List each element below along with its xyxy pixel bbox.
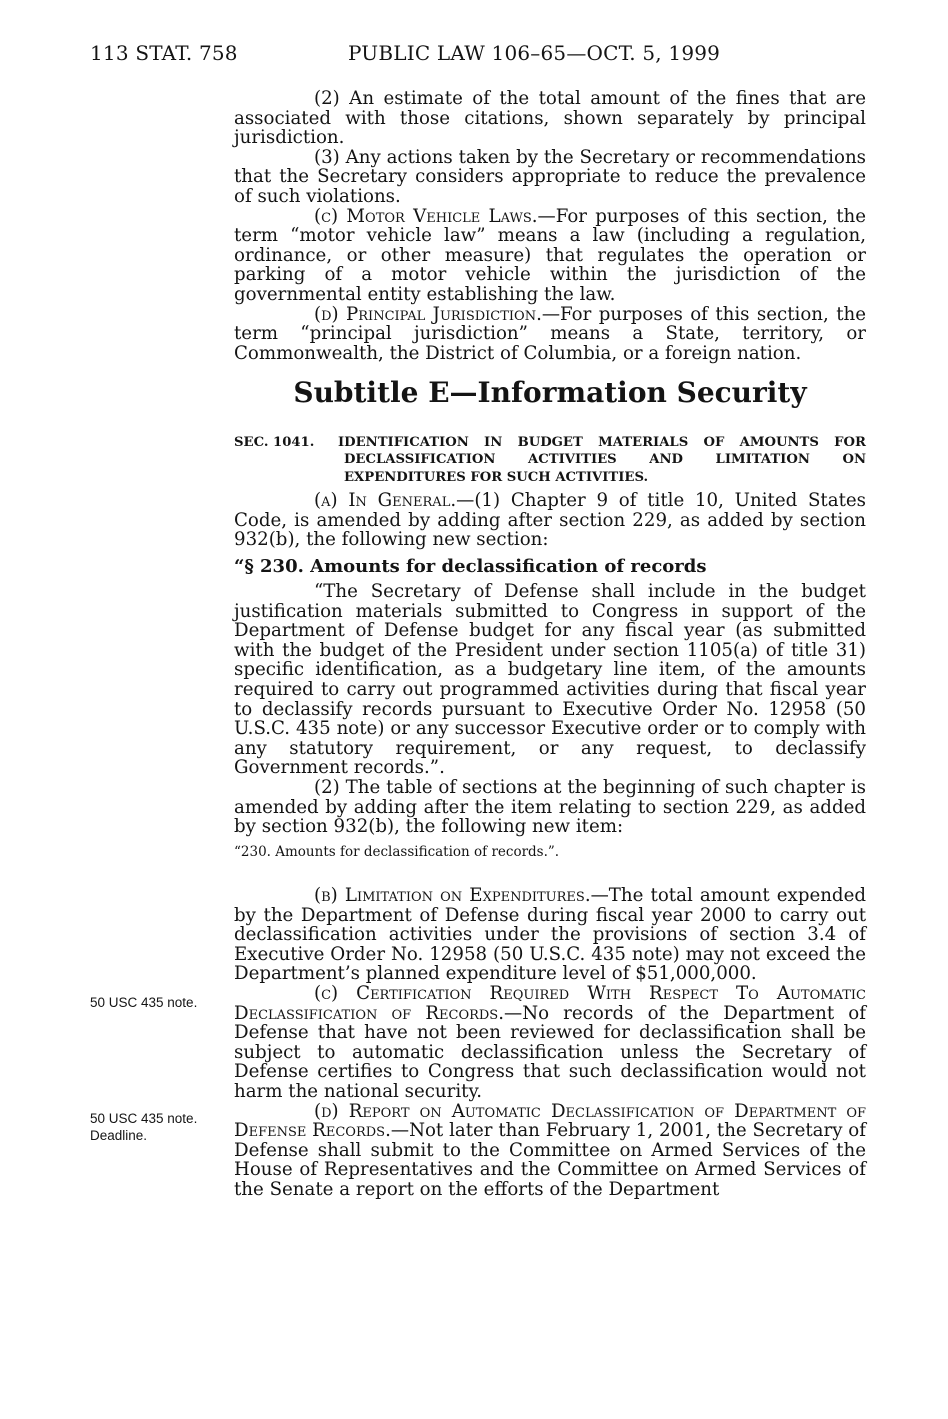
subsection-c-motor-vehicle-laws: [234, 207, 866, 305]
section-number: SEC. 1041.: [234, 435, 315, 450]
section-230-text: “The Secretary of Defense shall include in the budget justification materials submitted to Congress in support of the Department of Defense budget for any fiscal year (as submitted with the budget of the President under section 1105(a) of title 31) specific identification, as a budgetary line item, of the amounts required to carry out programmed activities during that fiscal year to declassify records pursuant to Executive Order No. 12958 (50 U.S.C. 435 note) or any successor Executive order or to comply with any statutory requirement, or any request, to declassify Government records.”.: [234, 581, 866, 779]
section-heading: [234, 434, 866, 486]
subsection-c-certification: [234, 984, 866, 1102]
subsection-heading: (c) Motor Vehicle Laws.: [314, 205, 538, 227]
margin-note-usc-deadline: [90, 1111, 230, 1144]
paragraph-3: (3) Any actions taken by the Secretary or recommendations that the Secretary considers appropriate to reduce the prevalence of such violations.: [234, 146, 866, 207]
subsection-text: —No records of the Department of Defense that have not been reviewed for declassification shall be subject to automatic declassification unless the Secretary of Defense certifies to Congress that such declassification would not harm the national security.: [234, 1002, 866, 1102]
subsection-text: —(1) Chapter 9 of title 10, United States Code, is amended by adding after section 229, as added by section 932(b), the following new section:: [234, 490, 866, 551]
subsection-a-in-general: [234, 491, 866, 550]
subsection-heading: (d) Principal Jurisdiction.: [314, 303, 542, 325]
top-text-block: [234, 89, 866, 363]
subsection-d-report: [234, 1102, 866, 1200]
subsection-text: —The total amount expended by the Department of Defense during fiscal year 2000 to carry out declassification activities under the provisions of section 3.4 of Executive Order No. 12958 (50 U.S.C. 435 note) may not exceed the Department’s planned expenditure level of $51,000,000.: [234, 885, 866, 985]
subsection-heading: (d) Report on Automatic Declassification of Department of Defense Records.: [234, 1100, 866, 1142]
paragraph-a2: (2) The table of sections at the beginning of such chapter is amended by adding after the item relating to section 229, as added by section 932(b), the following new item:: [234, 776, 866, 838]
subtitle-heading: Subtitle E—Information Security: [293, 376, 807, 409]
margin-note-usc: 50 USC 435 note.: [90, 995, 198, 1010]
subsection-text: —For purposes of this section, the term “motor vehicle law” means a law (including a regulation, ordinance, or other measure) that regulates the operation or parking of a motor vehicle within the jurisdiction of the governmental entity establishing the law.: [234, 205, 866, 305]
subsection-b-limitation: [234, 886, 866, 984]
subsection-d-principal-jurisdiction: [234, 305, 866, 364]
subsection-heading: (a) In General.: [314, 490, 457, 512]
margin-note-usc-line: 50 USC 435 note.: [90, 1111, 198, 1126]
section-title: IDENTIFICATION IN BUDGET MATERIALS OF AMOUNTS FOR DECLASSIFICATION ACTIVITIES AND LIMITATION ON EXPENDITURES FOR SUCH ACTIVITIES.: [338, 435, 866, 485]
section-230-heading: “§ 230. Amounts for declassification of records: [234, 556, 707, 577]
paragraph-2: (2) An estimate of the total amount of the fines that are associated with those citations, shown separately by principal jurisdiction.: [234, 88, 866, 149]
margin-note-deadline-line: Deadline.: [90, 1127, 148, 1143]
table-of-sections-item: “230. Amounts for declassification of records.”.: [234, 843, 560, 860]
law-reference: PUBLIC LAW 106–65—OCT. 5, 1999: [348, 41, 721, 65]
subsection-text: —For purposes of this section, the term “principal jurisdiction” means a State, territory, or Commonwealth, the District of Columbia, or a foreign nation.: [234, 303, 866, 364]
page-citation: 113 STAT. 758: [90, 41, 238, 65]
subsection-heading: (c) Certification Required With Respect To Automatic Declassification of Records.: [234, 982, 866, 1024]
subsection-text: —Not later than February 1, 2001, the Secretary of Defense shall submit to the Committee on Armed Services of the House of Representatives and the Committee on Armed Services of the Senate a report on the efforts of the Department: [234, 1120, 866, 1200]
subsection-heading: (b) Limitation on Expenditures.: [314, 885, 591, 906]
section-1041-block: [234, 434, 866, 881]
subsections-b-d-block: [234, 886, 866, 1200]
